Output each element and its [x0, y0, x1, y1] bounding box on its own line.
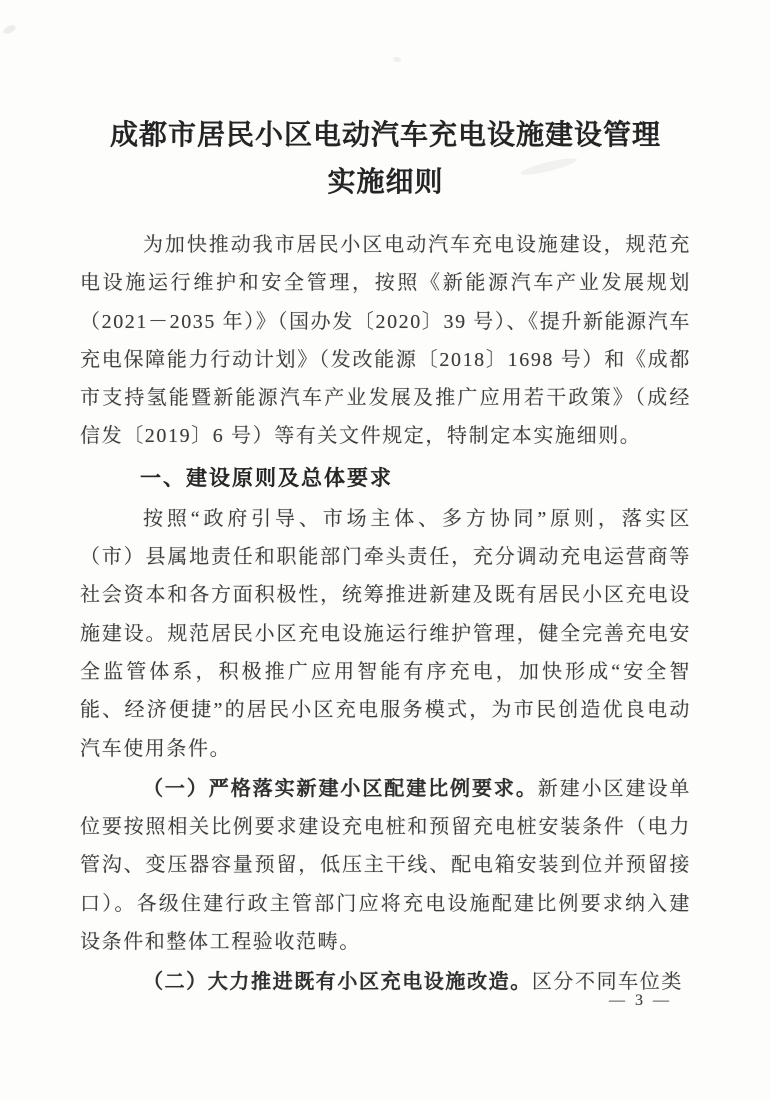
scan-artifact — [2, 24, 17, 36]
section-1-paragraph: 按照“政府引导、市场主体、多方协同”原则，落实区（市）县属地责任和职能部门牵头责任，充分调动充电运营商等社会资本和各方面积极性，统筹推进新建及既有居民小区充电设施建设。规范居民小区充电设施运行维护管理，健全完善充电安全监管体系，积极推广应用智能有序充电，加快形成“安全智能、经济便捷”的居民小区充电服务模式，为市民创造优良电动汽车使用条件。 — [80, 507, 691, 760]
item-1-paragraph — [80, 770, 691, 961]
document-title-line-2: 实施细则 — [327, 167, 444, 198]
document-title — [80, 112, 691, 206]
item-1-lead: （一）严格落实新建小区配建比例要求。 — [143, 777, 538, 800]
scan-artifact — [393, 56, 402, 62]
document-title-line-1: 成都市居民小区电动汽车充电设施建设管理 — [109, 120, 661, 151]
item-2-text: 区分不同车位类 — [531, 971, 684, 994]
item-2-lead: （二）大力推进既有小区充电设施改造。 — [143, 971, 532, 994]
page-number: — 3 — — [609, 992, 672, 1009]
intro-paragraph: 为加快推动我市居民小区电动汽车充电设施建设，规范充电设施运行维护和安全管理，按照《新能源汽车产业发展规划（2021－2035 年）》（国办发〔2020〕39 号）、《提升新能源汽车充电保障能力行动计划》（发改能源〔2018〕1698 号）和《成都市支持氢能暨新能源汽车产业发展及推广应用若干政策》（成经信发〔2019〕6 号）等有关文件规定，特制定本实施细则。 — [80, 234, 691, 448]
item-2-paragraph — [80, 963, 691, 1001]
item-1-text: 新建小区建设单位要按照相关比例要求建设充电桩和预留充电桩安装条件（电力管沟、变压器容量预留，低压主干线、配电箱安装到位并预留接口）。各级住建行政主管部门应将充电设施配建比例要求纳入建设条件和整体工程验收范畴。 — [80, 777, 691, 954]
section-1-heading: 一、建设原则及总体要求 — [140, 466, 393, 490]
